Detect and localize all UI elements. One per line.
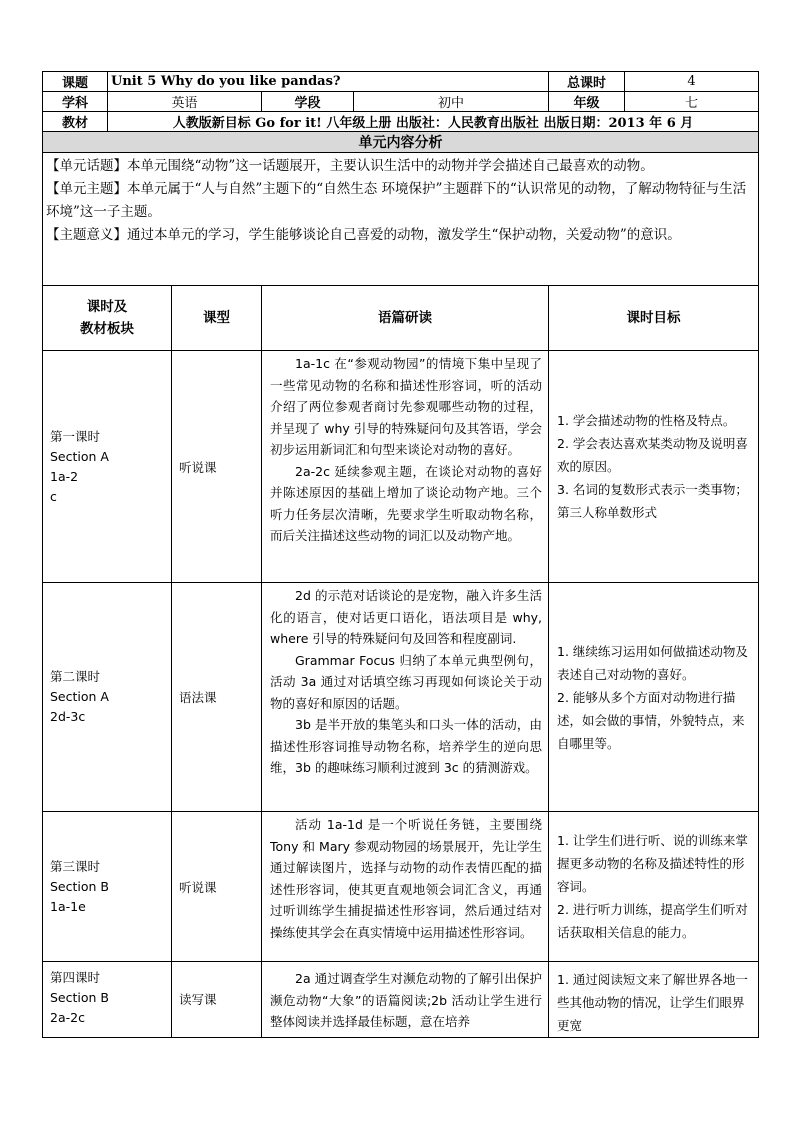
lesson-goal: 2. 能够从多个方面对动物进行描述，如会做的事情，外貌特点，来自哪里等。: [557, 689, 745, 751]
lesson-text-para: Grammar Focus 归纳了本单元典型例句，活动 3a 通过对话填空练习再现如何谈论关于动物的喜好和原因的话题。: [270, 652, 543, 711]
lesson-text-para: 2d 的示范对话谈论的是宠物，融入许多生活化的语言，使对话更口语化，语法项目是 why, where 引导的特殊疑问句及回答和程度副词.: [270, 588, 543, 646]
lesson-goals-cell: [549, 351, 759, 583]
lesson-range: 1a-1e: [50, 898, 86, 914]
lesson-text-para: 1a-1c 在“参观动物园”的情境下集中呈现了一些常见动物的名称和描述性形容词，听的活动介绍了两位参观者商讨先参观哪些动物的过程，并呈现了 why 引导的特殊疑问句及其答语，学会初步运用新词汇和句型来谈论对动物的喜好。: [270, 356, 543, 457]
lesson-goal: 2. 进行听力训练，提高学生们听对话获取相关信息的能力。: [557, 902, 748, 940]
lesson-text-cell: [262, 962, 549, 1038]
col-header-period: [43, 286, 172, 351]
lesson-goal: 2. 学会表达喜欢某类动物及说明喜欢的原因。: [557, 436, 748, 474]
total-periods-value: 4: [625, 72, 759, 92]
unit-topic-text: 【单元话题】本单元围绕“动物”这一话题展开，主要认识生活中的动物并学会描述自己最喜欢的动物。: [46, 158, 654, 174]
lesson-goals-cell: [549, 583, 759, 812]
lesson-text-cell: [262, 351, 549, 583]
lesson-type: 听说课: [172, 351, 262, 583]
textbook-value: 人教版新目标 Go for it! 八年级上册 出版社：人民教育出版社 出版日期：2013 年 6 月: [108, 112, 759, 132]
stage-value: 初中: [354, 92, 549, 112]
col-header-period-line1: 课时及: [86, 299, 128, 315]
lesson-plan-document: [42, 71, 758, 1038]
header-row-subject: [43, 92, 759, 112]
lesson-text-para: 3b 是半开放的集笔头和口头一体的活动，由描述性形容词推导动物名称，培养学生的逆向思维，3b 的趣味练习顺利过渡到 3c 的猜测游戏。: [270, 717, 543, 775]
lesson-text-para: 活动 1a-1d 是一个听说任务链，主要围绕 Tony 和 Mary 参观动物园的场景展开，先让学生通过解读图片，选择与动物的动作表情匹配的描述性形容词，使其更直观地领会词汇含义，再通过听训练学生捕捉描述性形容词，然后通过结对操练使其学会在真实情境中运用描述性形容词。: [270, 817, 543, 940]
lesson-goal: 1. 通过阅读短文来了解世界各地一些其他动物的情况，让学生们眼界更宽: [557, 972, 748, 1033]
label-stage: 学段: [262, 92, 354, 112]
lesson-row: [43, 812, 759, 962]
subject-value: 英语: [108, 92, 262, 112]
lesson-range: 2d-3c: [50, 709, 86, 724]
lesson-section: Section B: [50, 878, 109, 894]
label-topic: 课题: [43, 72, 108, 92]
lesson-period: 第一课时: [50, 428, 101, 444]
grade-value: 七: [625, 92, 759, 112]
col-header-goals: 课时目标: [549, 286, 759, 351]
label-grade: 年级: [549, 92, 625, 112]
unit-title: Unit 5 Why do you like pandas?: [108, 72, 549, 92]
unit-meaning-text: 【主题意义】通过本单元的学习，学生能够谈论自己喜爱的动物，激发学生“保护动物，关爱动物”的意识。: [46, 227, 681, 243]
lesson-section: Section A: [50, 448, 109, 464]
unit-analysis-cell: [43, 153, 759, 286]
header-row-topic: [43, 72, 759, 92]
lesson-range: 1a-2: [50, 468, 79, 484]
lesson-period-cell: [43, 583, 172, 812]
lesson-row: [43, 351, 759, 583]
lesson-goal: 1. 让学生们进行听、说的训练来掌握更多动物的名称及描述特性的形容词。: [557, 833, 748, 894]
header-row-textbook: [43, 112, 759, 132]
label-total-periods: 总课时: [549, 72, 625, 92]
lesson-text-cell: [262, 583, 549, 812]
col-header-type: 课型: [172, 286, 262, 351]
unit-analysis-row: [43, 153, 759, 286]
col-header-text-study: 语篇研读: [262, 286, 549, 351]
col-header-period-line2: 教材板块: [80, 321, 134, 337]
lesson-period: 第三课时: [50, 858, 101, 874]
lesson-text-para: 2a 通过调查学生对濒危动物的了解引出保护濒危动物“大象”的语篇阅读;2b 活动让学生进行整体阅读并选择最佳标题，意在培养: [270, 971, 543, 1029]
lesson-row: [43, 583, 759, 812]
lesson-goal: 3. 名词的复数形式表示一类事物；第三人称单数形式: [557, 482, 748, 520]
label-textbook: 教材: [43, 112, 108, 132]
lesson-range-cont: c: [50, 488, 57, 504]
lesson-section: Section A: [50, 689, 109, 704]
section-title-row: [43, 132, 759, 153]
lesson-period-cell: [43, 962, 172, 1038]
lesson-row: [43, 962, 759, 1038]
lesson-goals-cell: [549, 812, 759, 962]
label-subject: 学科: [43, 92, 108, 112]
lesson-period-cell: [43, 812, 172, 962]
column-header-row: [43, 286, 759, 351]
lesson-goals-cell: [549, 962, 759, 1038]
unit-theme-text: 【单元主题】本单元属于“人与自然”主题下的“自然生态 环境保护”主题群下的“认识常见的动物，了解动物特征与生活环境”这一子主题。: [46, 181, 747, 220]
lesson-text-cell: [262, 812, 549, 962]
lesson-period: 第二课时: [50, 669, 101, 684]
lesson-goal: 1. 继续练习运用如何做描述动物及表述自己对动物的喜好。: [557, 643, 748, 682]
lesson-range: 2a-2c: [50, 1010, 85, 1025]
lesson-period: 第四课时: [50, 970, 101, 985]
lesson-type: 听说课: [172, 812, 262, 962]
lesson-goal: 1. 学会描述动物的性格及特点。: [557, 413, 736, 428]
lesson-type: 语法课: [172, 583, 262, 812]
lesson-text-para: 2a-2c 延续参观主题，在谈论对动物的喜好并陈述原因的基础上增加了谈论动物产地。三个听力任务层次清晰，先要求学生听取动物名称，而后关注描述这些动物的词汇以及动物产地。: [270, 463, 543, 543]
section-title: 单元内容分析: [43, 132, 759, 153]
lesson-plan-table: [42, 71, 759, 1038]
lesson-section: Section B: [50, 990, 109, 1005]
lesson-period-cell: [43, 351, 172, 583]
lesson-type: 读写课: [172, 962, 262, 1038]
